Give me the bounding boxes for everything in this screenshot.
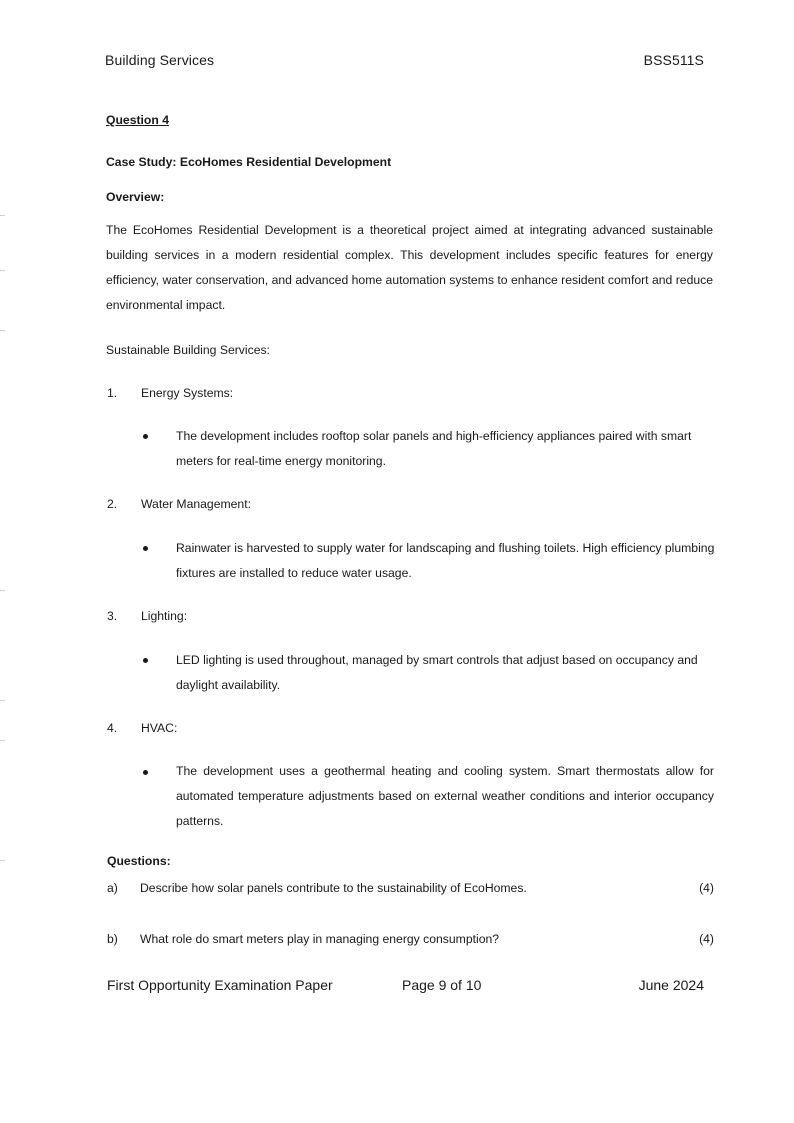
scan-mark bbox=[0, 270, 5, 271]
service-title-water: Water Management: bbox=[141, 497, 251, 511]
service-number: 2. bbox=[107, 497, 118, 511]
footer-left: First Opportunity Examination Paper bbox=[107, 977, 333, 993]
service-title-lighting: Lighting: bbox=[141, 609, 188, 623]
service-number: 3. bbox=[107, 609, 118, 623]
bullet-icon bbox=[143, 770, 148, 775]
questions-heading: Questions: bbox=[107, 854, 171, 868]
service-bullet-hvac: The development uses a geothermal heating and cooling system. Smart thermostats allow for automated temperature adjustments based on external weather conditions and interior occupancy patterns. bbox=[176, 764, 714, 828]
scan-mark bbox=[0, 740, 5, 741]
bullet-icon bbox=[143, 546, 148, 551]
question-marks: (4) bbox=[699, 932, 714, 946]
bullet-icon bbox=[143, 658, 148, 663]
services-heading: Sustainable Building Services: bbox=[106, 343, 270, 357]
service-title-hvac: HVAC: bbox=[141, 721, 178, 735]
footer-date: June 2024 bbox=[638, 977, 704, 993]
question-text: Describe how solar panels contribute to the sustainability of EcoHomes. bbox=[140, 881, 527, 895]
service-number: 1. bbox=[107, 386, 118, 400]
course-name: Building Services bbox=[105, 52, 215, 68]
question-label: a) bbox=[107, 881, 118, 895]
question-text: What role do smart meters play in managing energy consumption? bbox=[140, 932, 500, 946]
page-number: Page 9 of 10 bbox=[402, 977, 482, 993]
service-number: 4. bbox=[107, 721, 118, 735]
course-code: BSS511S bbox=[643, 52, 704, 68]
scan-mark bbox=[0, 215, 5, 216]
scan-mark bbox=[0, 590, 5, 591]
bullet-icon bbox=[143, 434, 148, 439]
overview-paragraph: The EcoHomes Residential Development is a theoretical project aimed at integrating advanced sustainable building services in a modern residential complex. This development includes specific features for energy efficiency, water conservation, and advanced home automation systems to enhance resident comfort and reduce environmental impact. bbox=[106, 223, 713, 312]
scan-mark bbox=[0, 330, 5, 331]
scan-mark bbox=[0, 700, 5, 701]
scan-mark bbox=[0, 860, 5, 861]
case-study-title: Case Study: EcoHomes Residential Development bbox=[106, 155, 392, 169]
service-bullet-energy: The development includes rooftop solar panels and high-efficiency appliances paired with smart meters for real-time energy monitoring. bbox=[176, 429, 692, 468]
question-label: b) bbox=[107, 932, 118, 946]
service-bullet-lighting: LED lighting is used throughout, managed by smart controls that adjust based on occupancy and daylight availability. bbox=[176, 653, 698, 692]
question-marks: (4) bbox=[699, 881, 714, 895]
question-heading: Question 4 bbox=[106, 113, 169, 127]
overview-heading: Overview: bbox=[106, 190, 165, 204]
service-bullet-water: Rainwater is harvested to supply water for landscaping and flushing toilets. High efficiency plumbing fixtures are installed to reduce water usage. bbox=[176, 541, 715, 580]
service-title-energy: Energy Systems: bbox=[141, 386, 234, 400]
